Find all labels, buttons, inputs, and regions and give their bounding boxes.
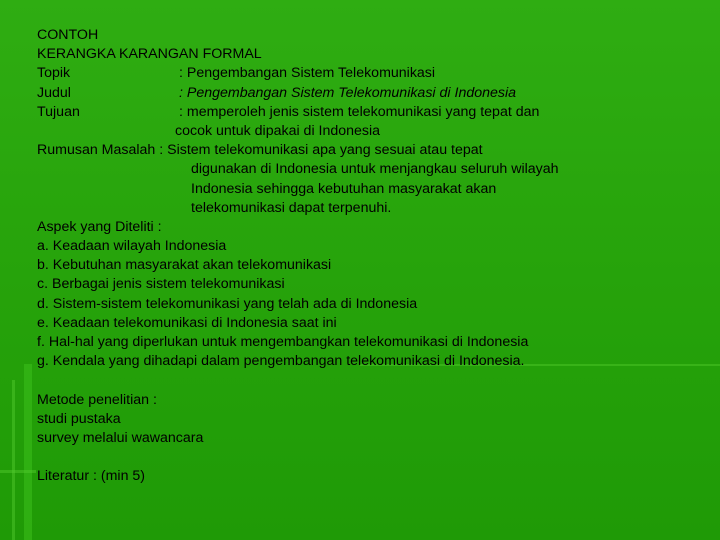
tujuan-label: Tujuan bbox=[37, 103, 80, 120]
aspek-item: f. Hal-hal yang diperlukan untuk mengembangkan telekomunikasi di Indonesia bbox=[37, 334, 529, 350]
metode-title: Metode penelitian : bbox=[37, 391, 157, 408]
heading-line: CONTOH bbox=[37, 27, 99, 43]
rumusan-row bbox=[37, 141, 697, 160]
judul-value: : Pengembangan Sistem Telekomunikasi di Indonesia bbox=[179, 84, 517, 101]
judul-row bbox=[37, 84, 697, 103]
aspek-item: g. Kendala yang dihadapi dalam pengembangan telekomunikasi di Indonesia. bbox=[37, 353, 525, 370]
rumusan-value-cont: telekomunikasi dapat terpenuhi. bbox=[191, 199, 392, 216]
literatur-title: Literatur : (min 5) bbox=[37, 468, 146, 485]
aspek-item: b. Kebutuhan masyarakat akan telekomunikasi bbox=[37, 257, 332, 274]
metode-item: survey melalui wawancara bbox=[37, 429, 204, 446]
slide-content bbox=[37, 26, 697, 487]
topik-label: Topik bbox=[37, 65, 71, 82]
rumusan-label: Rumusan Masalah : bbox=[37, 142, 168, 159]
aspek-item: d. Sistem-sistem telekomunikasi yang telah ada di Indonesia bbox=[37, 295, 418, 312]
decorative-bar bbox=[24, 364, 32, 540]
topik-value: : Pengembangan Sistem Telekomunikasi bbox=[179, 65, 436, 82]
tujuan-value: : memperoleh jenis sistem telekomunikasi yang tepat dan bbox=[179, 103, 540, 120]
decorative-bar bbox=[12, 380, 15, 540]
rumusan-value-cont: Indonesia sehingga kebutuhan masyarakat akan bbox=[191, 180, 497, 197]
rumusan-value: Sistem telekomunikasi apa yang sesuai atau tepat bbox=[167, 142, 483, 159]
tujuan-value-cont: cocok untuk dipakai di Indonesia bbox=[175, 122, 381, 139]
tujuan-row bbox=[37, 103, 697, 122]
rumusan-value-cont: digunakan di Indonesia untuk menjangkau seluruh wilayah bbox=[191, 161, 559, 178]
metode-item: studi pustaka bbox=[37, 410, 121, 427]
aspek-item: a. Keadaan wilayah Indonesia bbox=[37, 238, 227, 255]
spacer bbox=[37, 371, 697, 390]
aspek-title: Aspek yang Diteliti : bbox=[37, 218, 162, 235]
heading-line: KERANGKA KARANGAN FORMAL bbox=[37, 46, 262, 63]
decorative-bar bbox=[0, 470, 36, 473]
judul-label: Judul bbox=[37, 84, 71, 101]
aspek-item: c. Berbagai jenis sistem telekomunikasi bbox=[37, 276, 285, 293]
spacer bbox=[37, 448, 697, 467]
topik-row bbox=[37, 64, 697, 83]
aspek-item: e. Keadaan telekomunikasi di Indonesia saat ini bbox=[37, 314, 337, 331]
